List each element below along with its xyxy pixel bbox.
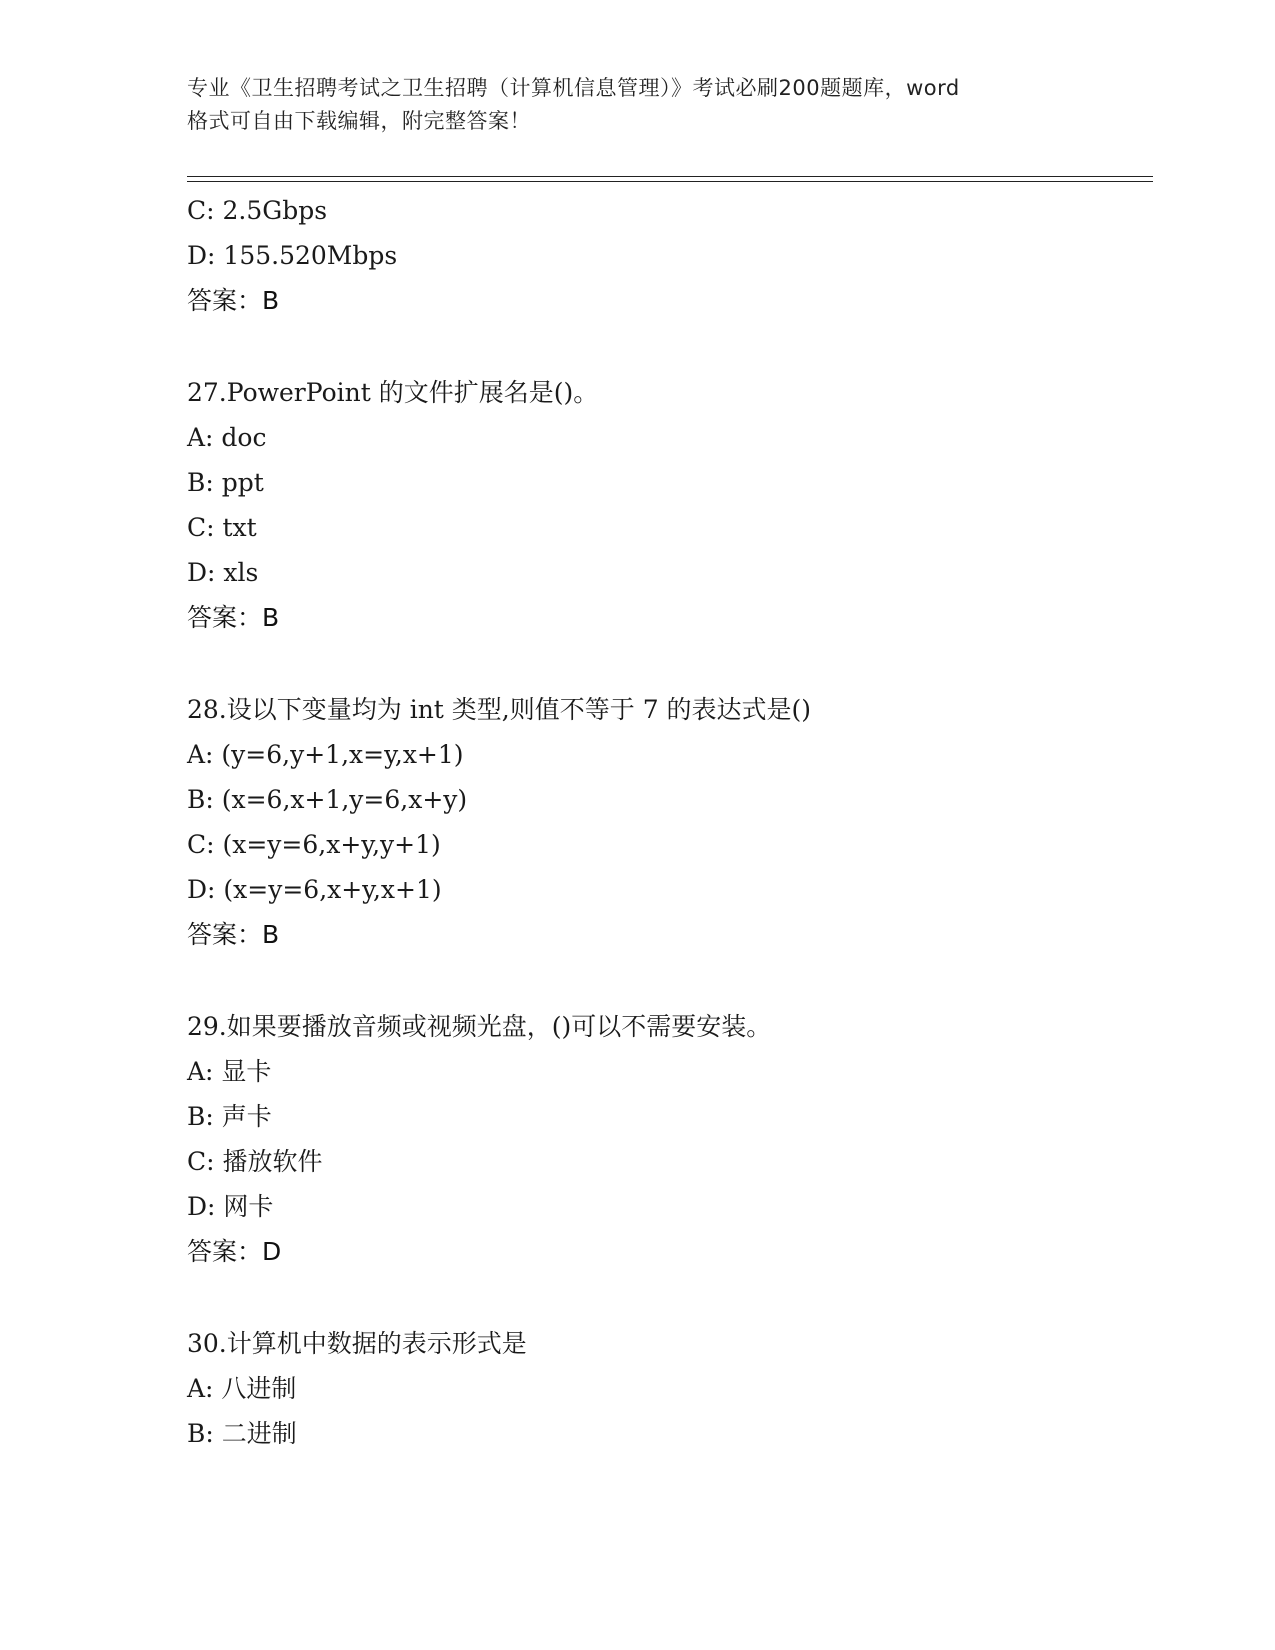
question-30 [187,1321,1147,1456]
option-b: B: (x=6,x+1,y=6,x+y) [187,785,468,814]
header-line-1: 专业《卫生招聘考试之卫生招聘（计算机信息管理）》考试必刷200题题库，word [187,76,960,100]
question-stem: 28.设以下变量均为 int 类型,则值不等于 7 的表达式是() [187,695,812,724]
option-b: B: 二进制 [187,1419,297,1448]
option-c: C: txt [187,513,257,542]
question-27 [187,370,1147,640]
answer-line: 答案：B [187,920,280,949]
option-d: D: 155.520Mbps [187,241,398,270]
question-29 [187,1004,1147,1274]
option-d: D: xls [187,558,259,587]
spacer [187,323,1147,370]
header-divider-top [187,176,1153,177]
question-28 [187,687,1147,957]
option-c: C: 2.5Gbps [187,196,328,225]
spacer [187,1274,1147,1321]
document-header [187,72,1087,138]
option-b: B: ppt [187,468,264,497]
option-c: C: (x=y=6,x+y,y+1) [187,830,441,859]
header-divider-bottom [187,181,1153,182]
option-a: A: 八进制 [187,1374,297,1403]
question-stem: 29.如果要播放音频或视频光盘，()可以不需要安装。 [187,1012,772,1041]
option-a: A: (y=6,y+1,x=y,x+1) [187,740,464,769]
question-stem: 30.计算机中数据的表示形式是 [187,1329,527,1358]
option-d: D: 网卡 [187,1192,274,1221]
answer-line: 答案：B [187,603,280,632]
option-c: C: 播放软件 [187,1147,323,1176]
option-d: D: (x=y=6,x+y,x+1) [187,875,442,904]
spacer [187,640,1147,687]
question-stem: 27.PowerPoint 的文件扩展名是()。 [187,378,599,407]
option-b: B: 声卡 [187,1102,272,1131]
question-26-continued [187,188,1147,323]
answer-line: 答案：D [187,1237,282,1266]
spacer [187,957,1147,1004]
question-list [187,188,1147,1456]
option-a: A: doc [187,423,267,452]
answer-line: 答案：B [187,286,280,315]
option-a: A: 显卡 [187,1057,272,1086]
header-line-2: 格式可自由下载编辑，附完整答案！ [187,109,531,133]
